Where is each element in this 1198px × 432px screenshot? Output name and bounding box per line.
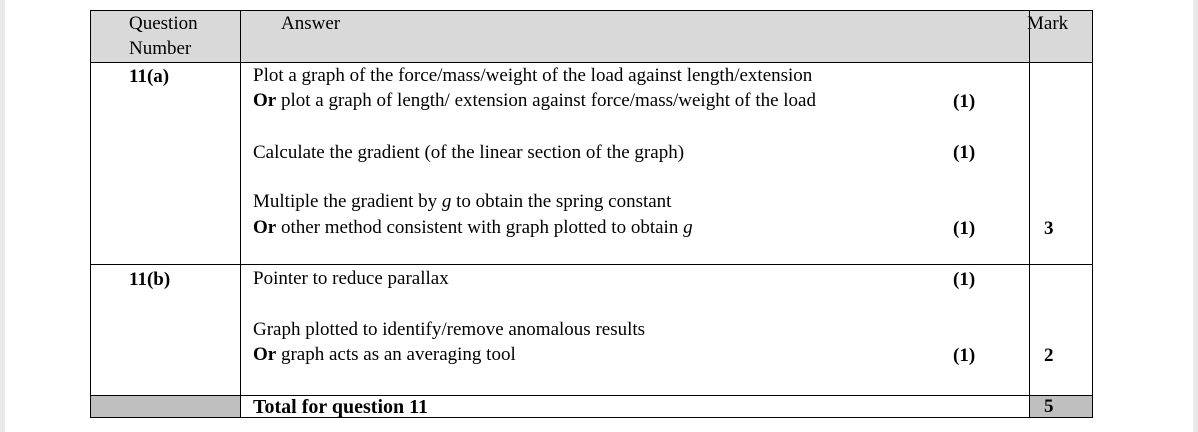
total-mark: 5 [1044,396,1054,417]
question-number-11b: 11(b) [129,269,171,290]
mark-header: Mark [1027,13,1069,34]
variable-g: g [683,217,693,238]
question-number-11a: 11(a) [129,66,170,87]
viewer-left-edge [0,0,5,432]
question-number-header [129,11,198,61]
mark-11b-line1: (1) [953,269,976,290]
answer-11a-line4-post: to obtain the spring constant [451,191,672,212]
answer-11b-line2: Graph plotted to identify/remove anomalous results [253,319,646,340]
total-label: Total for question 11 [253,396,429,418]
column-divider-mark [1029,11,1030,417]
mark-11a-line5: (1) [953,218,976,239]
mark-scheme-table [90,10,1093,418]
or-keyword: Or [253,90,277,111]
answer-11a-line3: Calculate the gradient (of the linear section of the graph) [253,142,685,163]
total-mark-11b: 2 [1044,345,1054,366]
answer-11a-line4-pre: Multiple the gradient by [253,191,442,212]
question-header-line2: Number [129,38,192,59]
or-keyword: Or [253,217,277,238]
answer-11b-line3-text: graph acts as an averaging tool [276,344,516,365]
answer-11a-line5 [253,215,693,241]
answer-11b-line3 [253,342,516,368]
mark-11a-line3: (1) [953,142,976,163]
mark-11a-line2: (1) [953,91,976,112]
answer-11a-line1: Plot a graph of the force/mass/weight of the load against length/extension [253,65,813,86]
header-row [91,11,1092,62]
column-divider-question [240,11,241,417]
or-keyword: Or [253,344,277,365]
total-row [91,396,1092,417]
total-mark-11a: 3 [1044,218,1054,239]
answer-11a-line2 [253,88,816,114]
answer-header: Answer [281,13,341,34]
mark-11b-line3: (1) [953,345,976,366]
row-divider-11a [91,264,1092,265]
answer-11a-line5-text: other method consistent with graph plotted to obtain [276,217,684,238]
question-header-line1: Question [129,13,198,34]
answer-11a-line2-text: plot a graph of length/ extension against force/mass/weight of the load [276,90,816,111]
answer-11a-line4 [253,189,671,215]
row-divider-total [91,395,1092,396]
variable-g: g [441,191,452,212]
answer-11b-line1: Pointer to reduce parallax [253,268,449,289]
viewer-right-edge [1193,0,1198,432]
